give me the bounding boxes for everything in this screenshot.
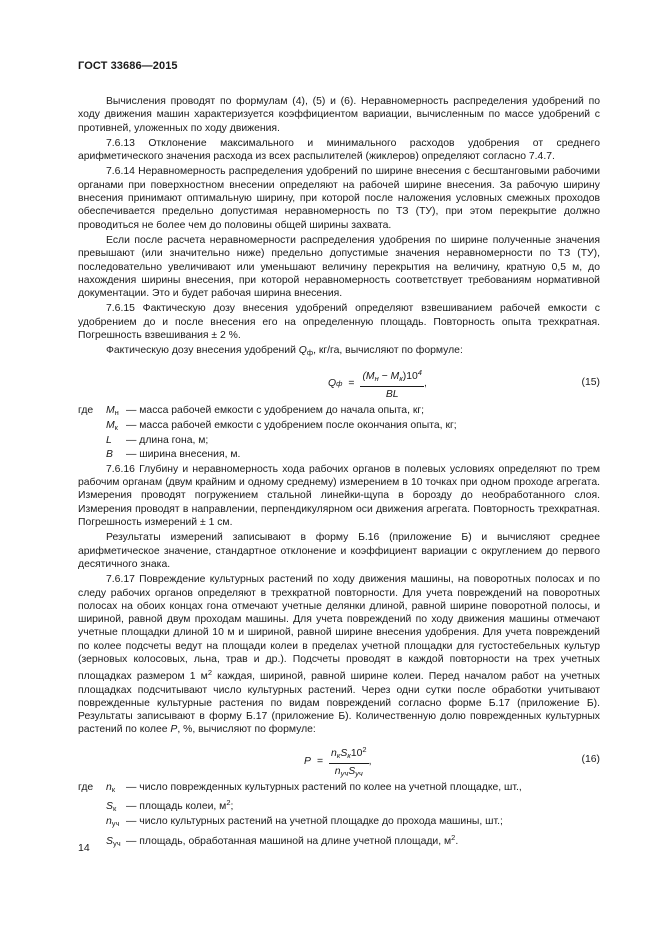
definition-row: где $M_н$ — масса рабочей емкости с удобрением до начала опыта, кг; [78, 404, 425, 417]
formula-16-expression: P = $\frac{n_кS_к10^2}{n_{уч}S_{уч}}$ , [304, 743, 371, 781]
formula-16-definitions [78, 781, 600, 850]
paragraph-formula-intro: Фактическую дозу внесения удобрений $Q_ф$, кг/га, вычисляют по формуле: [106, 345, 463, 358]
document-header: ГОСТ 33686—2015 [78, 60, 178, 72]
paragraph: 7.6.14 Неравномерность распределения удобрений по ширине внесения с бесштанговыми рабочими органами при поверхностном внесении определяют на рабочей ширине внесения. За рабочую ширину внесения принимают оптимальную ширину, при которой после наложения условных смежных проходов обеспечивается предельно допустимая неравномерность по ТЗ (ТУ), при этом перекрытие должно проводиться не более чем до половины общей ширины захвата. [78, 166, 600, 231]
formula-15-numerator: $(M_н - M_к)10^4$ [360, 366, 424, 387]
formula-15-expression: Q ф = $\frac{(M_н - M_к)10^4}{BL}$ , [328, 367, 427, 400]
paragraph: 7.6.13 Отклонение максимального и минимального расходов удобрения от среднего арифметического значения расхода из всех распылителей (жиклеров) определяют согласно 7.4.7. [78, 137, 600, 163]
definition-row: $S_к$ — площадь колеи, $м^2$; [106, 798, 234, 814]
formula-15 [78, 366, 600, 400]
definition-row: $n_{уч}$ — число культурных растений на учетной площадке до прохода машины, шт.; [106, 816, 503, 829]
formula-16-fraction [329, 743, 369, 781]
paragraph: Если после расчета неравномерности распределения удобрения по ширине полученные значения превышают (или значительно ниже) предельно допустимые значения неравномерности по ТЗ (ТУ), последовательно увеличивают или уменьшают величину перекрытия на величину, кратную 0,5 м, до нахождения ширины внесения, при которой неравномерность соответствует требованиям нормативной документации. Это и будет рабочая ширина внесения. [78, 234, 600, 300]
formula-16-numerator: $n_кS_к10^2$ [329, 743, 369, 764]
formula-15-denominator: BL [385, 388, 399, 400]
formula-16 [78, 743, 600, 777]
formula-16-number: (16) [581, 753, 600, 765]
definition-row: где $n_к$ — число поврежденных культурных растений по колее на учетной площадке, шт., [78, 781, 522, 794]
formula-15-fraction [360, 366, 424, 402]
definition-row: L — длина гона, м; [106, 435, 209, 447]
page-number: 14 [78, 842, 90, 854]
page-content [78, 95, 600, 852]
paragraph: 7.6.17 Повреждение культурных растений по ходу движения машины, на поворотных полосах и по следу рабочих органов определяют в трехкратной повторности. Для учета повреждений на поворотных полосах на обоих концах гона отмечают учетные делянки длиной, равной ширине поворотной полосы, и шириной, равной двум проходам машины. Для учета повреждений по ходу движения машины отмечают учетные площадки длиной 10 м и шириной, равной ширине внесения удобрения. Для учета повреждений по колее подсчеты ведут на площади колеи в пределах учетной площадки для густостебельных культур (зерновых колосовых, льна, трав и др.). Подсчеты проводят в каждой повторности на трех учетных площадках размером 1 $м^2$ каждая, шириной, равной ширине колеи. Перед началом работ на учетных площадках подсчитывают число культурных растений. Через одни сутки после обработки учитывают поврежденные культурные растения по видам повреждений согласно форме Б.17 (приложение Б). Результаты записывают в форму Б.17 (приложение Б). Количественную долю поврежденных культурных растений по колее P, %, вычисляют по формуле: [78, 574, 600, 736]
formula-15-number: (15) [581, 376, 600, 388]
definition-row: $S_{уч}$ — площадь, обработанная машиной на длине учетной площади, $м^2$. [106, 832, 459, 848]
definition-row: $M_к$ — масса рабочей емкости с удобрением после окончания опыта, кг; [106, 419, 457, 432]
formula-15-definitions [78, 404, 600, 461]
formula-16-denominator: $n_{уч}S_{уч}$ [334, 766, 363, 779]
paragraph: 7.6.15 Фактическую дозу внесения удобрений определяют взвешиванием рабочей емкости с удобрением до и после внесения его на определенную площадь. Повторность опыта трехкратная. Погрешность взвешивания ± 2 %. [78, 303, 600, 342]
paragraph: Результаты измерений записывают в форму Б.16 (приложение Б) и вычисляют среднее арифметическое значение, стандартное отклонение и коэффициент вариации с округлением до первого десятичного знака. [78, 532, 600, 570]
paragraph: 7.6.16 Глубину и неравномерность хода рабочих органов в полевых условиях определяют по трем рабочим органам (двум крайним и одному среднему) измерением в 10 точках при одном проходе агрегата. Измерения проводят погружением стальной линейки-щупа в борозду до необработанного слоя. Измерения проводят в направлении, перпендикулярном оси движения агрегата. Повторность трехкратная. Погрешность измерений ± 1 см. [78, 463, 600, 529]
paragraph: Вычисления проводят по формулам (4), (5) и (6). Неравномерность распределения удобрений по ходу движения машин характеризуется коэффициентом вариации, вычисленным по массе удобрений с противней, уложенных по ходу движения. [78, 96, 600, 134]
definition-row: B — ширина внесения, м. [106, 448, 241, 460]
